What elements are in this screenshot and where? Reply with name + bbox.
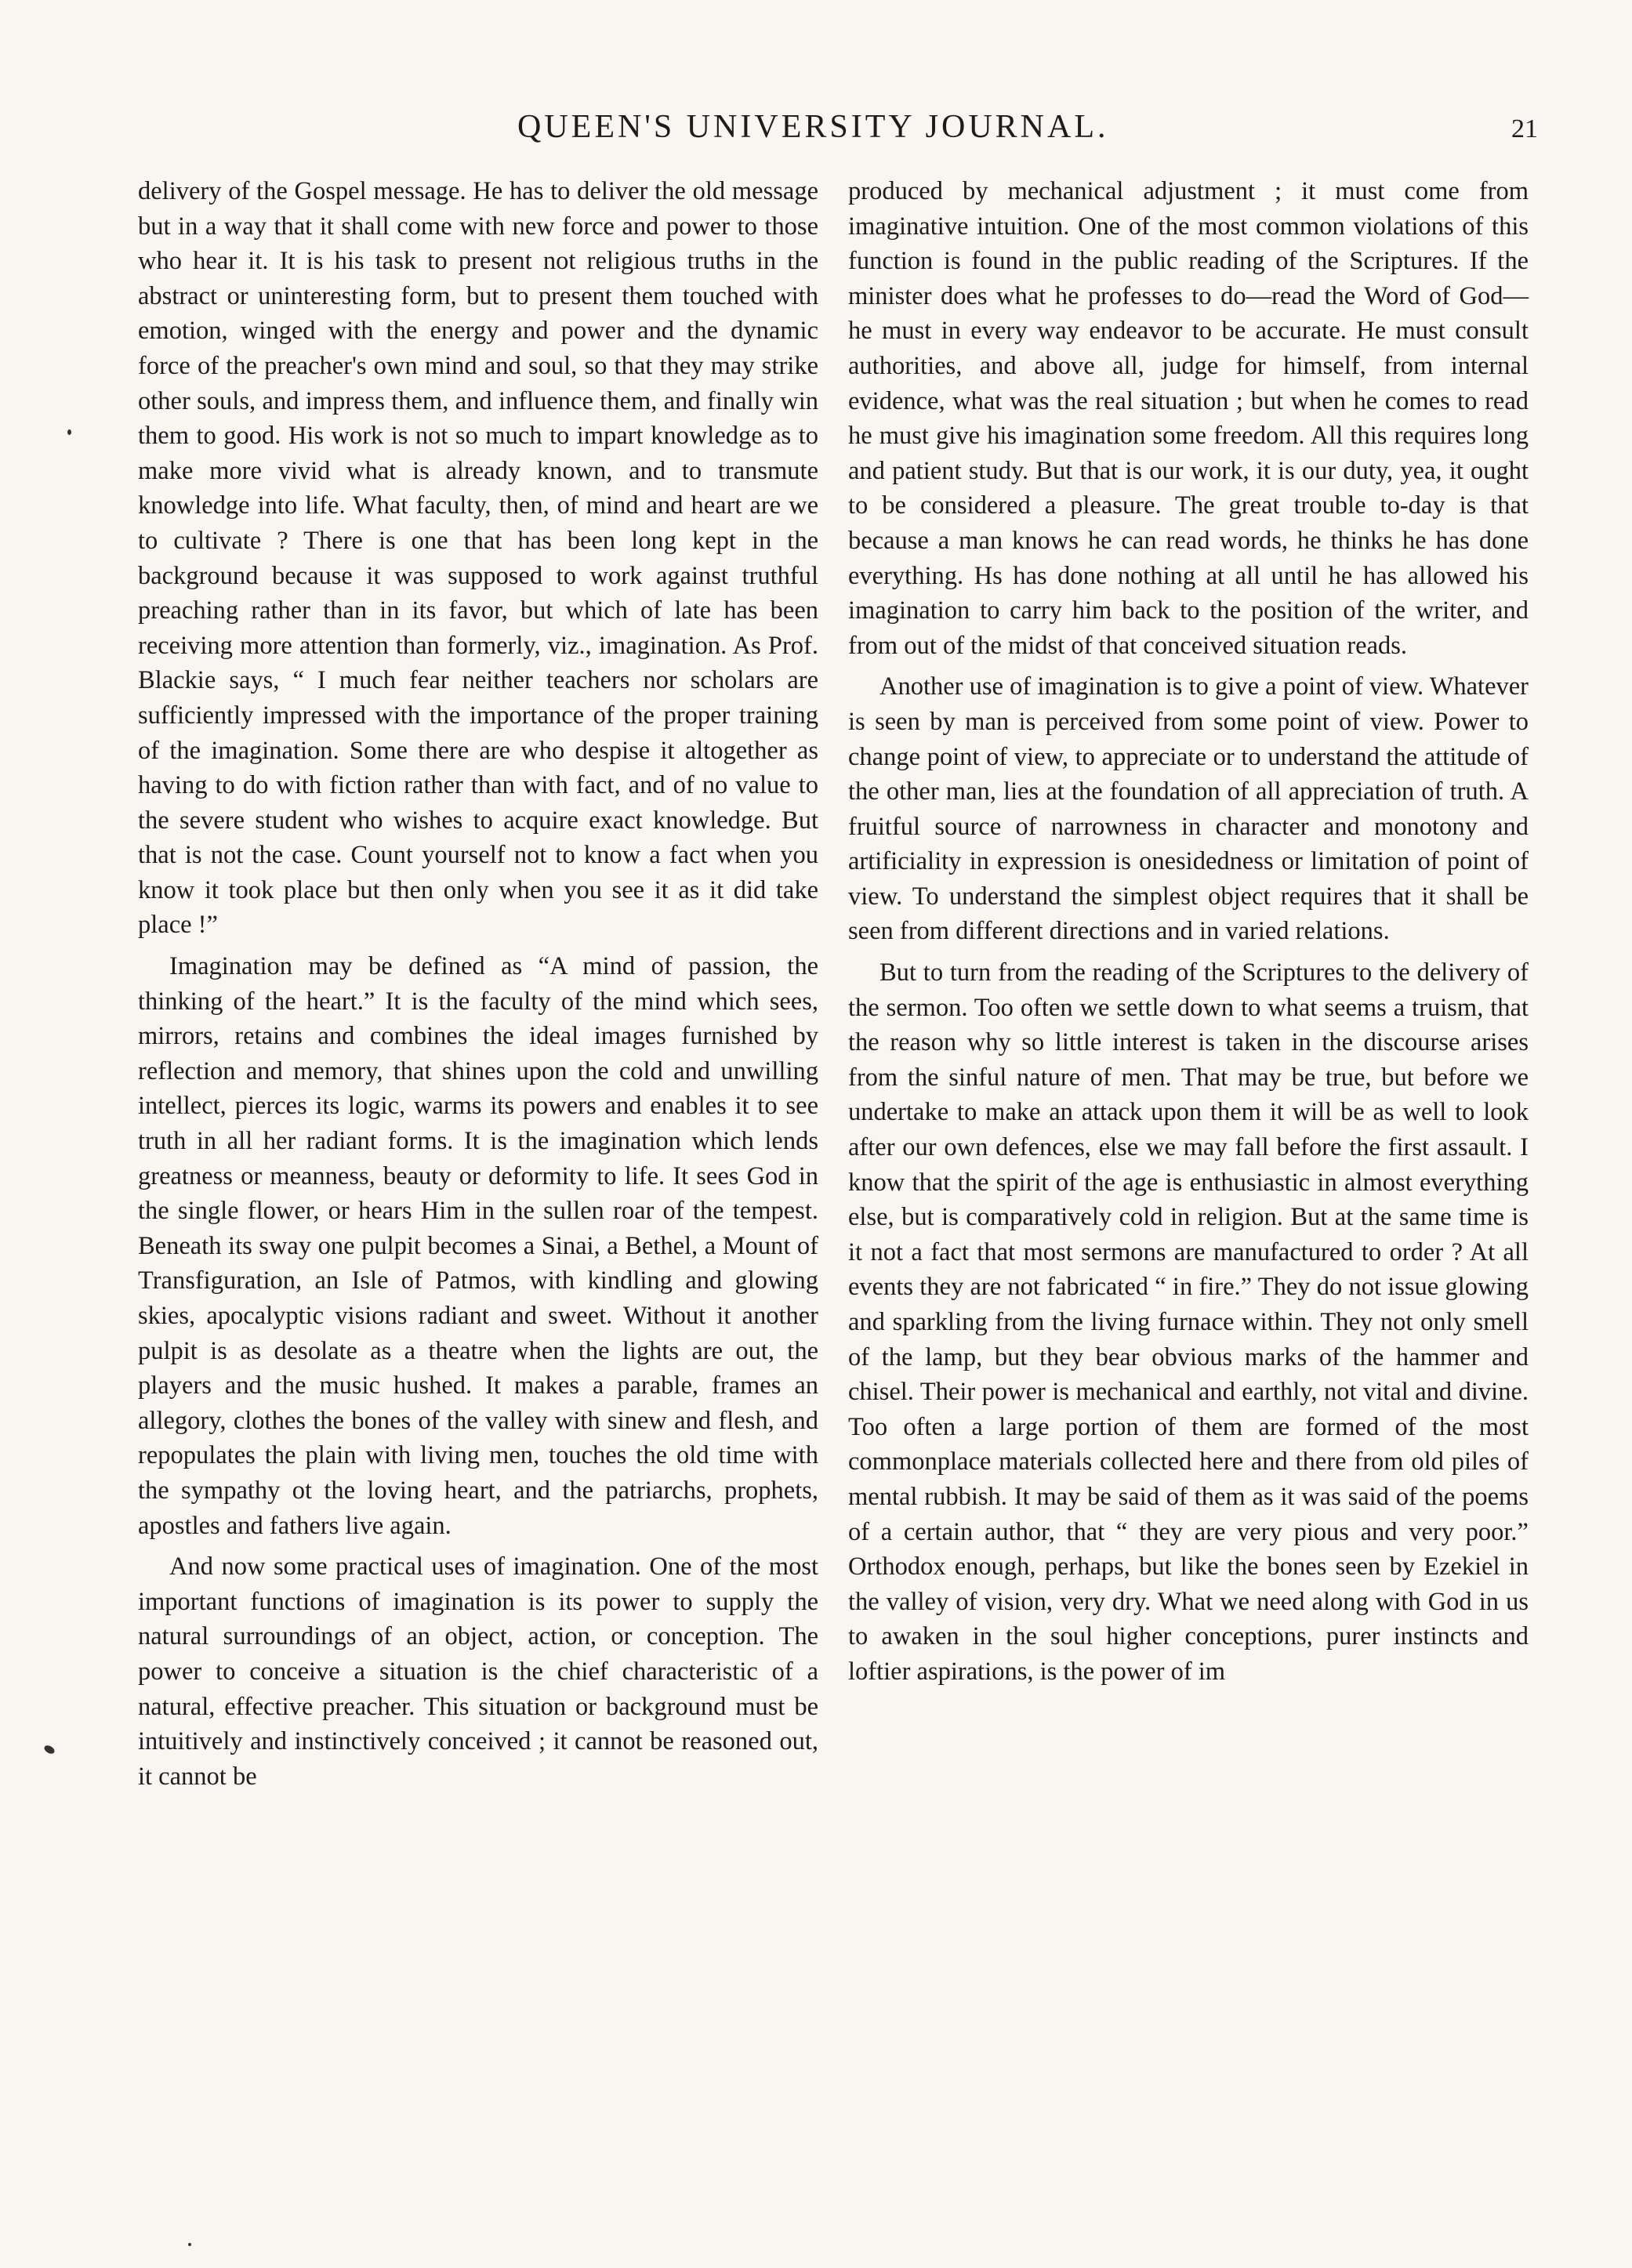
print-speck [43,1744,56,1755]
paragraph: But to turn from the reading of the Scriptures to the delivery of the sermon. Too often we settle down to what seems a truism, that the reason why so little interest is taken in the discourse arises from the sinful nature of men. That may be true, but before we undertake to make an attack upon them it will be as well to look after our own defences, else we may fall before the first assault. I know that the spirit of the age is enthusiastic in almost everything else, but is comparatively cold in religion. But at the same time is it not a fact that most sermons are manufactured to order ? At all events they are not fabricated “ in fire.” They do not issue glowing and sparkling from the living furnace within. They not only smell of the lamp, but they bear obvious marks of the hammer and chisel. Their power is mechanical and earthly, not vital and divine. Too often a large portion of them are formed of the most commonplace materials collected here and there from old piles of mental rubbish. It may be said of them as it was said of the poems of a certain author, that “ they are very pious and very poor.” Orthodox enough, perhaps, but like the bones seen by Ezekiel in the valley of vision, very dry. What we need along with God in us to awaken in the soul higher conceptions, purer instincts and loftier aspirations, is the power of im [848,958,1529,1686]
paragraph: Another use of imagination is to give a point of view. Whatever is seen by man is perceived from some point of view. Power to change point of view, to appreciate or to understand the attitude of the other man, lies at the foundation of all appreciation of truth. A fruitful source of narrowness in character and monotony and artificiality in expression is onesidedness or limitation of point of view. To understand the simplest object requires that it shall be seen from different directions and in varied relations. [848,672,1529,946]
paragraph: Imagination may be defined as “A mind of passion, the thinking of the heart.” It is the faculty of the mind which sees, mirrors, retains and combines the ideal images furnished by reflection and memory, that shines upon the cold and unwilling intellect, pierces its logic, warms its powers and enables it to see truth in all her radiant forms. It is the imagination which lends greatness or meanness, beauty or deformity to life. It sees God in the single flower, or hears Him in the sullen roar of the tempest. Beneath its sway one pulpit becomes a Sinai, a Bethel, a Mount of Transfiguration, an Isle of Patmos, with kindling and glowing skies, apocalyptic visions radiant and sweet. Without it another pulpit is as desolate as a theatre when the lights are out, the players and the music hushed. It makes a parable, frames an allegory, clothes the bones of the valley with sinew and flesh, and repopulates the plain with living men, touches the old time with the sympathy ot the loving heart, and the patriarchs, prophets, apostles and fathers live again. [138,952,818,1540]
print-speck [188,2243,191,2246]
page-number: 21 [1511,114,1538,143]
journal-title: QUEEN'S UNIVERSITY JOURNAL. [517,109,1109,145]
paragraph: And now some practical uses of imagination. One of the most important functions of imagination is its power to supply the natural surroundings of an object, action, or conception. The power to conceive a situation is the chief characteristic of a natural, effective preacher. This situation or background must be intuitively and instinctively conceived ; it cannot be reasoned out, it cannot be [138,1552,818,1791]
paragraph: delivery of the Gospel message. He has to deliver the old message but in a way that it shall come with new force and power to those who hear it. It is his task to present not religious truths in the abstract or uninteresting form, but to present them touched with emotion, winged with the energy and power and the dynamic force of the preacher's own mind and soul, so that they may strike other souls, and impress them, and influence them, and finally win them to good. His work is not so much to impart knowledge as to make more vivid what is already known, and to transmute knowledge into life. What faculty, then, of mind and heart are we to cultivate ? There is one that has been long kept in the background because it was supposed to work against truthful preaching rather than in its favor, but which of late has been receiving more attention than formerly, viz., imagination. As Prof. Blackie says, “ I much fear neither teachers nor scholars are sufficiently impressed with the importance of the proper training of the imagination. Some there are who despise it altogether as having to do with fiction rather than with fact, and of no value to the severe student who wishes to acquire exact knowledge. But that is not the case. Count yourself not to know a fact when you know it took place but then only when you see it as it did take place !” [138,177,818,940]
page-header [0,108,1632,155]
print-speck [67,429,71,435]
left-column [138,174,818,1800]
paragraph: produced by mechanical adjustment ; it must come from imaginative intuition. One of the most common violations of this function is found in the public reading of the Scriptures. If the minister does what he professes to do—read the Word of God— he must in every way endeavor to be accurate. He must consult authorities, and above all, judge for himself, from internal evidence, what was the real situation ; but when he comes to read he must give his imagination some freedom. All this requires long and patient study. But that is our work, it is our duty, yea, it ought to be considered a pleasure. The great trouble to-day is that because a man knows he can read words, he thinks he has done everything. Hs has done nothing at all until he has allowed his imagination to carry him back to the position of the writer, and from out of the midst of that conceived situation reads. [848,177,1529,660]
right-column [848,174,1529,1696]
